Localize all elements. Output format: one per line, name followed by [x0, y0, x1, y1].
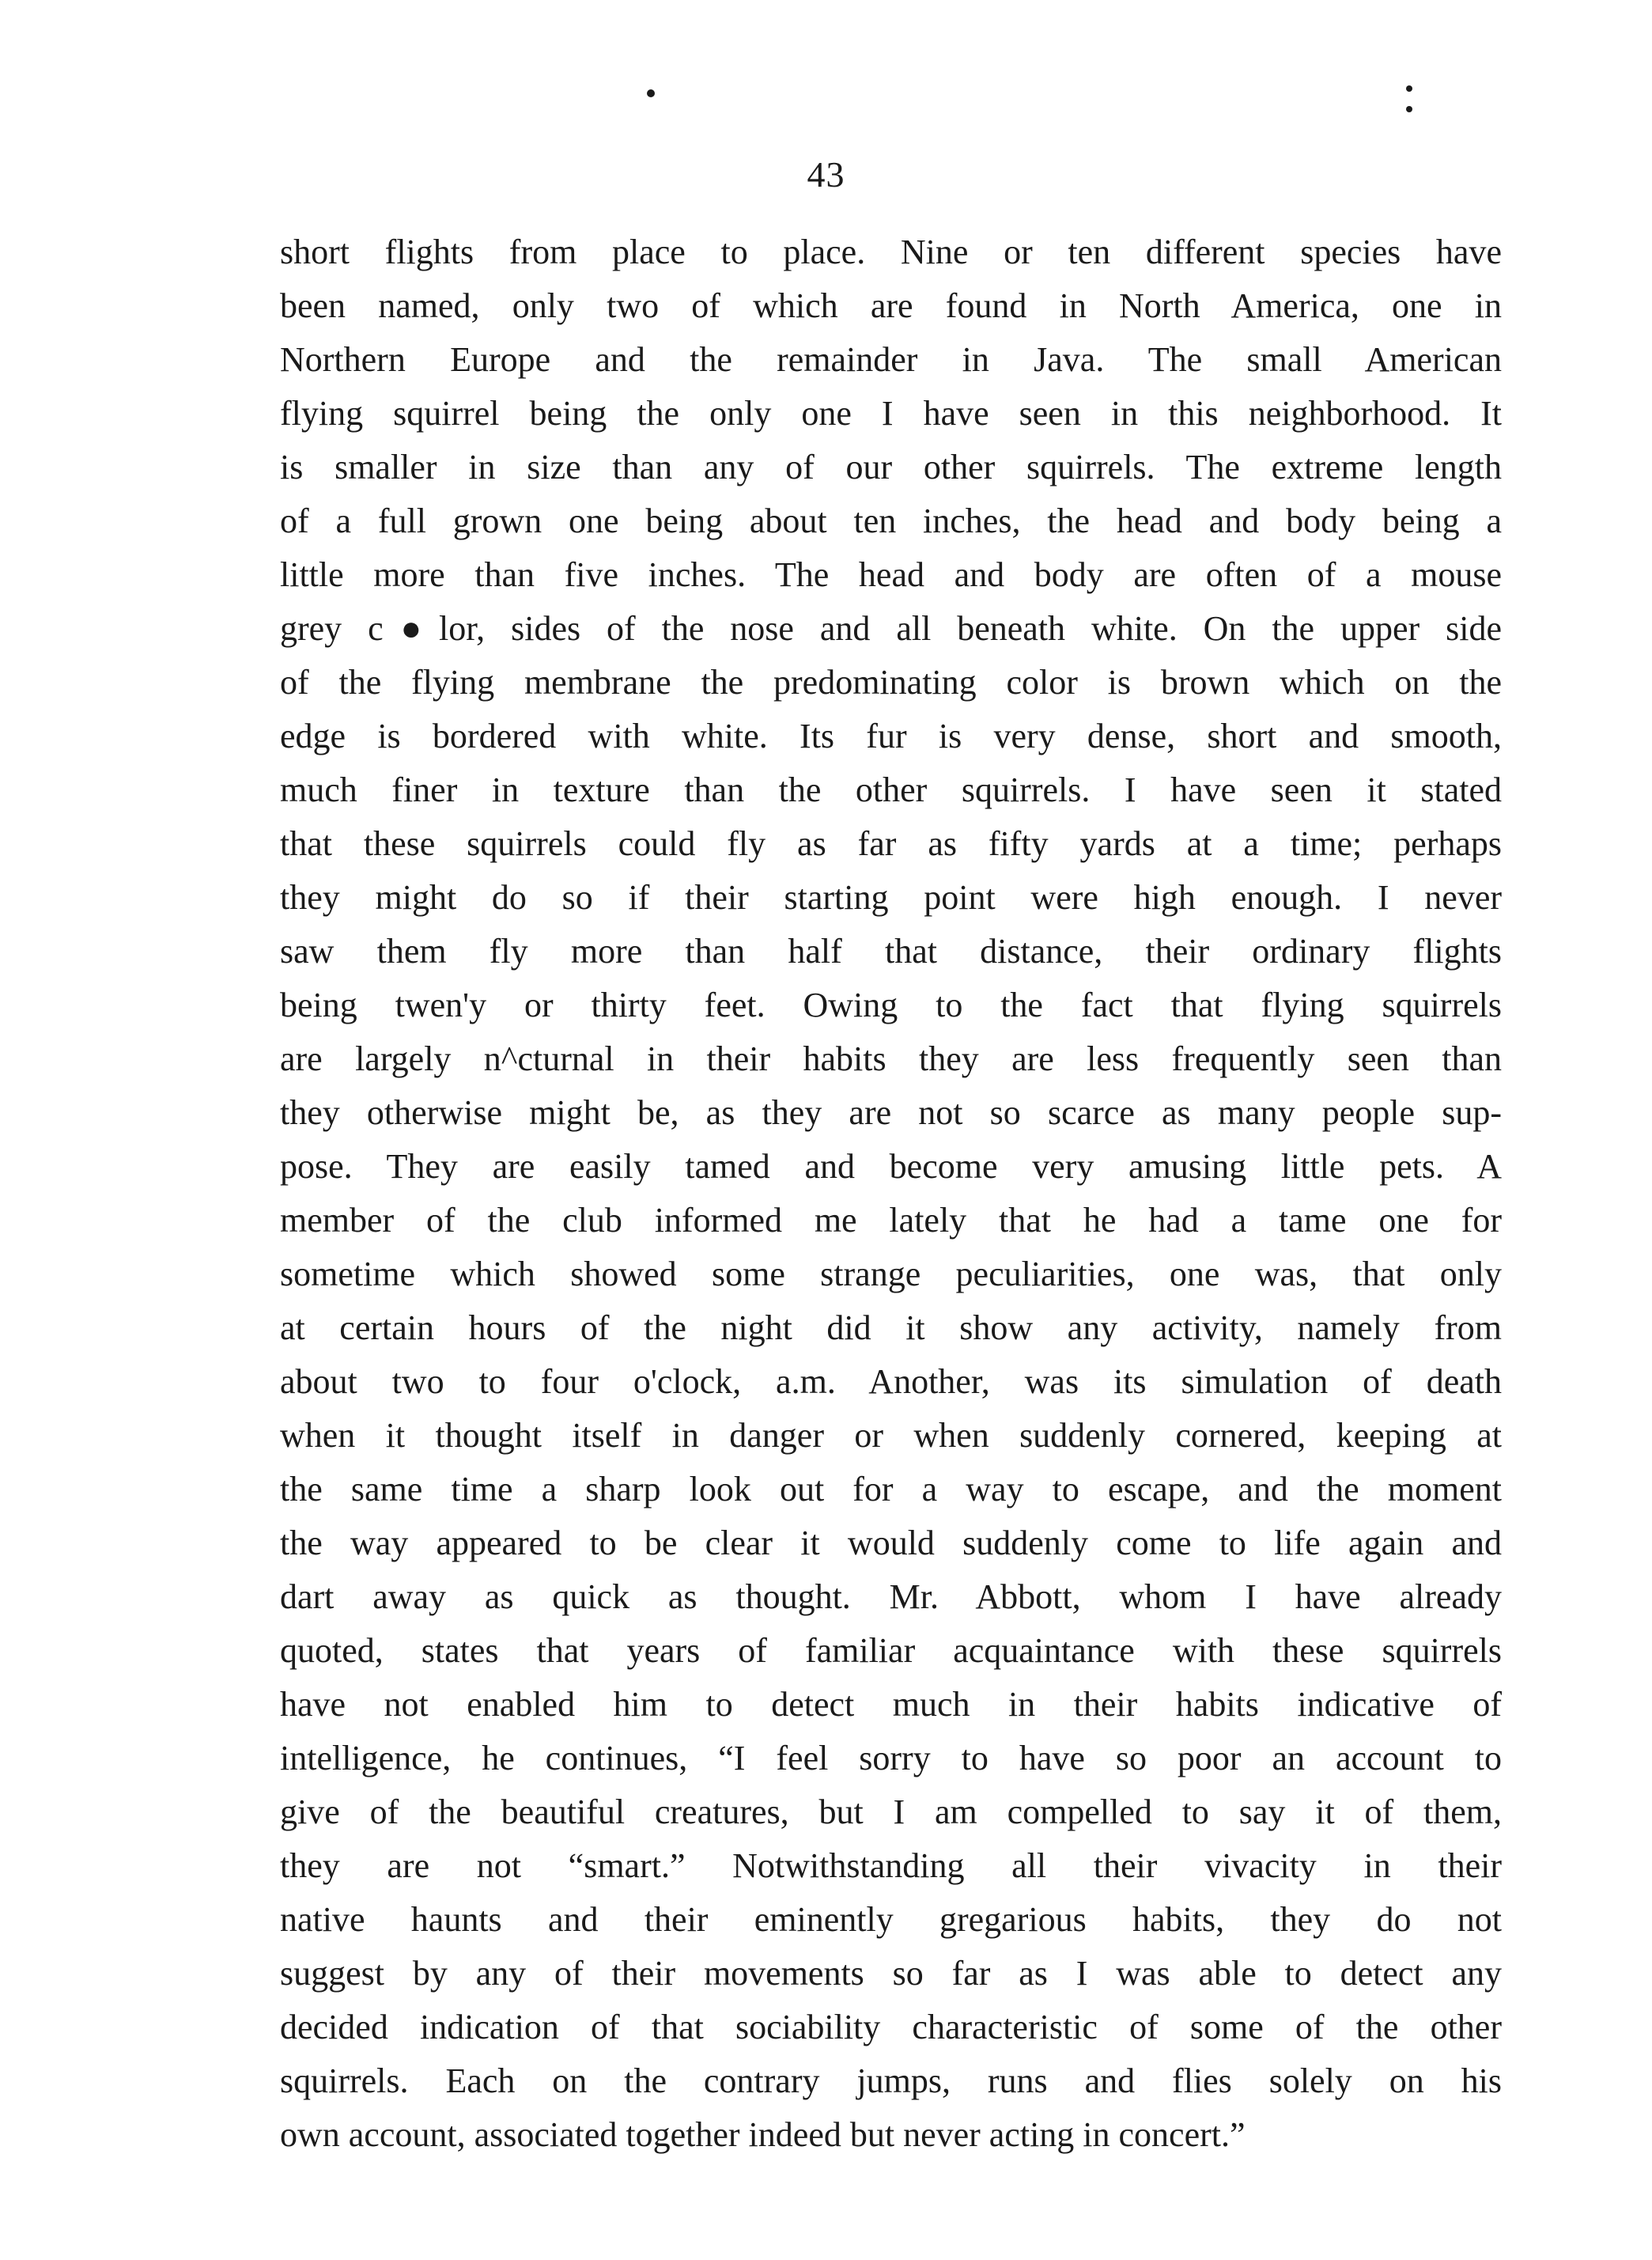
text-line: own account, associated together indeed but never acting in concert.”	[280, 2115, 1246, 2154]
text-line: the way appeared to be clear it would suddenly come to life again and	[280, 1524, 1502, 1562]
text-line: about two to four o'clock, a.m. Another, was its simulation of death	[280, 1362, 1502, 1401]
text-line: been named, only two of which are found in North America, one in	[280, 286, 1502, 325]
text-line: of the flying membrane the predominating color is brown which on the	[280, 663, 1502, 702]
text-line: give of the beautiful creatures, but I am compelled to say it of them,	[280, 1792, 1502, 1831]
text-line: member of the club informed me lately that he had a tame one for	[280, 1201, 1502, 1240]
text-line: much finer in texture than the other squirrels. I have seen it stated	[280, 770, 1502, 809]
text-line: squirrels. Each on the contrary jumps, runs and flies solely on his	[280, 2061, 1502, 2100]
text-line: have not enabled him to detect much in their habits indicative of	[280, 1685, 1502, 1724]
text-line: the same time a sharp look out for a way to escape, and the moment	[280, 1470, 1502, 1509]
text-line: native haunts and their eminently gregarious habits, they do not	[280, 1900, 1502, 1939]
text-line: at certain hours of the night did it show any activity, namely from	[280, 1308, 1502, 1347]
text-line: quoted, states that years of familiar acquaintance with these squirrels	[280, 1631, 1502, 1670]
text-line: when it thought itself in danger or when suddenly cornered, keeping at	[280, 1416, 1502, 1455]
text-line: they otherwise might be, as they are not so scarce as many people sup-	[280, 1093, 1502, 1132]
text-line: flying squirrel being the only one I have seen in this neighborhood. It	[280, 394, 1502, 433]
text-line: Northern Europe and the remainder in Java. The small American	[280, 340, 1502, 379]
text-line: are largely n^cturnal in their habits they are less frequently seen than	[280, 1039, 1502, 1078]
text-line: being twen'y or thirty feet. Owing to the fact that flying squirrels	[280, 986, 1502, 1024]
text-line: is smaller in size than any of our other squirrels. The extreme length	[280, 448, 1502, 486]
text-line: decided indication of that sociability characteristic of some of the other	[280, 2008, 1502, 2046]
page-number: 43	[807, 154, 845, 195]
text-line: little more than five inches. The head and body are often of a mouse	[280, 555, 1502, 594]
text-line: grey c●lor, sides of the nose and all beneath white. On the upper side	[280, 609, 1502, 648]
text-line: dart away as quick as thought. Mr. Abbott, whom I have already	[280, 1577, 1502, 1616]
text-line: they are not “smart.” Notwithstanding all their vivacity in their	[280, 1846, 1502, 1885]
print-speck-mark	[647, 89, 655, 97]
print-speck-mark	[1406, 85, 1412, 92]
body-text	[280, 225, 1502, 2162]
print-speck-mark	[1406, 106, 1412, 112]
text-line: they might do so if their starting point were high enough. I never	[280, 878, 1502, 917]
text-line: sometime which showed some strange peculiarities, one was, that only	[280, 1255, 1502, 1293]
text-line: edge is bordered with white. Its fur is very dense, short and smooth,	[280, 717, 1502, 755]
text-line: short flights from place to place. Nine or ten different species have	[280, 233, 1502, 271]
text-line: suggest by any of their movements so far as I was able to detect any	[280, 1954, 1502, 1993]
text-line: intelligence, he continues, “I feel sorry to have so poor an account to	[280, 1739, 1502, 1777]
text-line: of a full grown one being about ten inches, the head and body being a	[280, 502, 1502, 540]
text-line: that these squirrels could fly as far as fifty yards at a time; perhaps	[280, 824, 1502, 863]
text-line: saw them fly more than half that distance, their ordinary flights	[280, 932, 1502, 971]
text-line: pose. They are easily tamed and become very amusing little pets. A	[280, 1147, 1502, 1186]
